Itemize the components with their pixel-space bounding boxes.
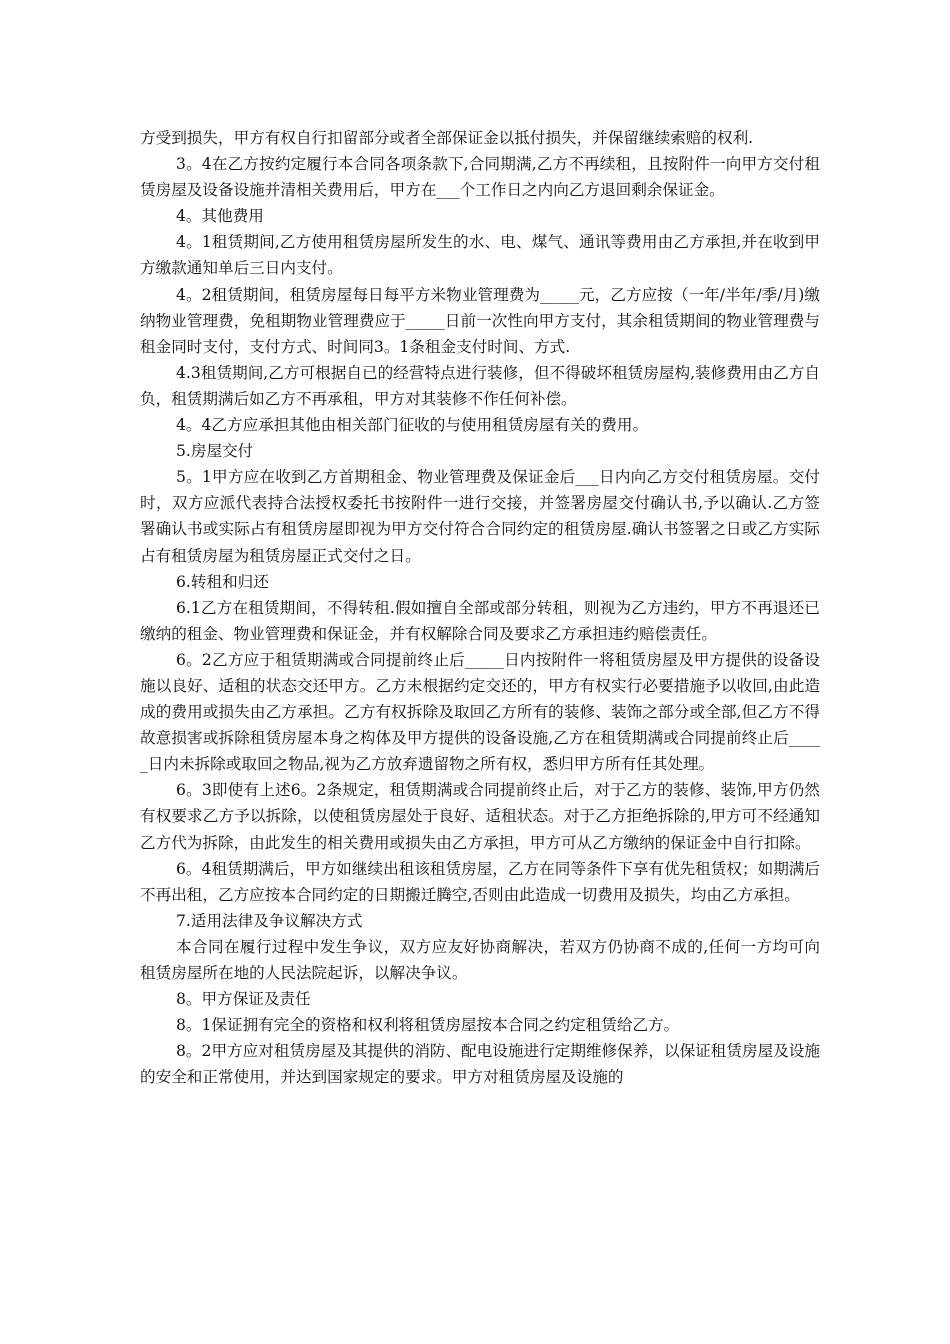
paragraph-5-1: 5。1甲方应在收到乙方首期租金、物业管理费及保证金后___日内向乙方交付租赁房屋。交付时，双方应派代表持合法授权委托书按附件一进行交接，并签署房屋交付确认书,予以确认.乙方签署确认书或实际占有租赁房屋即视为甲方交付符合合同约定的租赁房屋.确认书签署之日或乙方实际占有租赁房屋为租赁房屋正式交付之日。 [140, 468, 820, 565]
section-heading-8: 8。甲方保证及责任 [176, 990, 311, 1009]
paragraph-6-4: 6。4租赁期满后，甲方如继续出租该租赁房屋，乙方在同等条件下享有优先租赁权；如期满后不再出租，乙方应按本合同约定的日期搬迁腾空,否则由此造成一切费用及损失，均由乙方承担。 [140, 859, 820, 904]
paragraph-3-4: 3。4在乙方按约定履行本合同各项条款下,合同期满,乙方不再续租，且按附件一向甲方交付租赁房屋及设备设施并清相关费用后，甲方在___个工作日之内向乙方退回剩余保证金。 [140, 155, 820, 200]
section-heading-5: 5.房屋交付 [176, 442, 254, 461]
section-heading-4: 4。其他费用 [176, 207, 264, 226]
section-heading-6: 6.转租和归还 [176, 572, 269, 591]
paragraph-6-1: 6.1乙方在租赁期间，不得转租.假如擅自全部或部分转租，则视为乙方违约，甲方不再退还已缴纳的租金、物业管理费和保证金，并有权解除合同及要求乙方承担违约赔偿责任。 [140, 598, 820, 643]
paragraph-4-3: 4.3租赁期间,乙方可根据自已的经营特点进行装修，但不得破坏租赁房屋构,装修费用由乙方自负，租赁期满后如乙方不再承租，甲方对其装修不作任何补偿。 [140, 363, 820, 408]
paragraph-continued-deposit-clause: 方受到损失，甲方有权自行扣留部分或者全部保证金以抵付损失，并保留继续索赔的权利. [140, 129, 754, 147]
paragraph-7-body: 本合同在履行过程中发生争议，双方应友好协商解决，若双方仍协商不成的,任何一方均可向租赁房屋所在地的人民法院起诉，以解决争议。 [140, 937, 820, 982]
paragraph-8-2: 8。2甲方应对租赁房屋及其提供的消防、配电设施进行定期维修保养，以保证租赁房屋及设施的安全和正常使用，并达到国家规定的要求。甲方对租赁房屋及设施的 [140, 1042, 820, 1087]
document-body [140, 125, 820, 1090]
paragraph-8-1: 8。1保证拥有完全的资格和权利将租赁房屋按本合同之约定租赁给乙方。 [176, 1016, 680, 1035]
paragraph-4-1: 4。1租赁期间,乙方使用租赁房屋所发生的水、电、煤气、通讯等费用由乙方承担,并在收到甲方缴款通知单后三日内支付。 [140, 233, 820, 278]
paragraph-4-4: 4。4乙方应承担其他由相关部门征收的与使用租赁房屋有关的费用。 [176, 416, 649, 435]
section-heading-7: 7.适用法律及争议解决方式 [176, 911, 363, 930]
paragraph-4-2: 4。2租赁期间，租赁房屋每日每平方米物业管理费为_____元，乙方应按（一年/半年/季/月)缴纳物业管理费，免租期物业管理费应于_____日前一次性向甲方支付，其余租赁期间的物业管理费与租金同时支付，支付方式、时间同3。1条租金支付时间、方式. [140, 285, 820, 356]
paragraph-6-2: 6。2乙方应于租赁期满或合同提前终止后_____日内按附件一将租赁房屋及甲方提供的设备设施以良好、适租的状态交还甲方。乙方未根据约定交还的，甲方有权实行必要措施予以收回,由此造成的费用或损失由乙方承担。乙方有权拆除及取回乙方所有的装修、装饰之部分或全部,但乙方不得故意损害或拆除租赁房屋本身之构体及甲方提供的设备设施,乙方在租赁期满或合同提前终止后_____日内未拆除或取回之物品,视为乙方放弃遗留物之所有权，悉归甲方所有任其处理。 [140, 650, 820, 774]
paragraph-6-3: 6。3即使有上述6。2条规定，租赁期满或合同提前终止后，对于乙方的装修、装饰,甲方仍然有权要求乙方予以拆除，以使租赁房屋处于良好、适租状态。对于乙方拒绝拆除的,甲方可不经通知乙方代为拆除，由此发生的相关费用或损失由乙方承担，甲方可从乙方缴纳的保证金中自行扣除。 [140, 781, 820, 852]
